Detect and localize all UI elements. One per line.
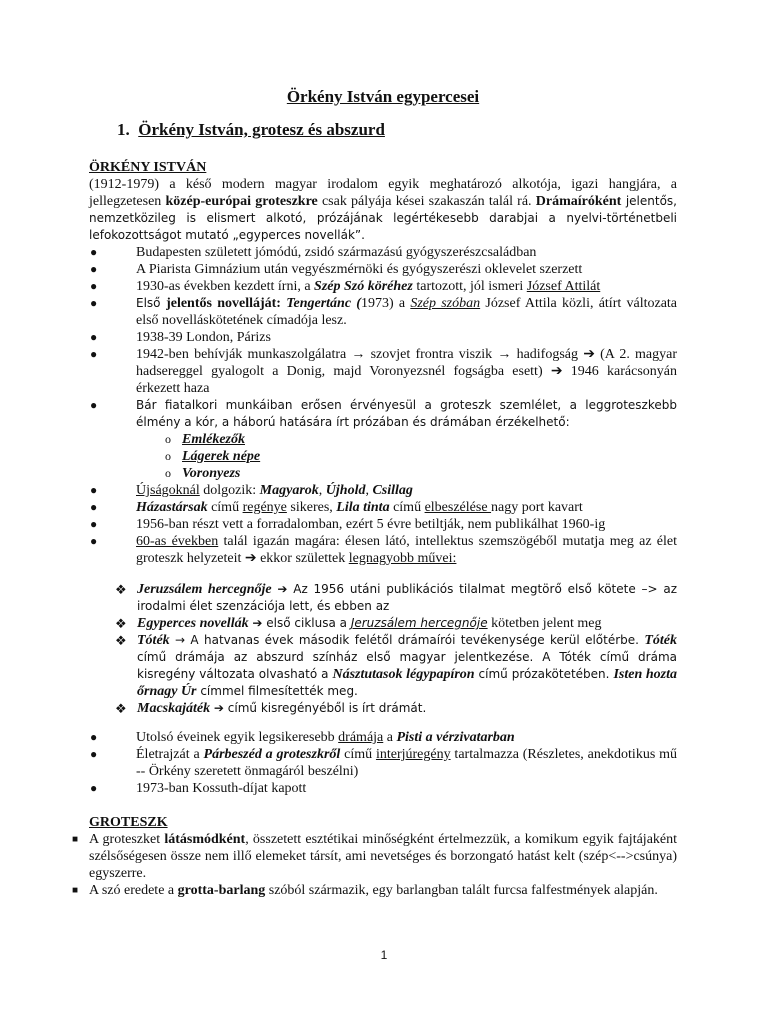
works-item-text: Jeruzsálem hercegnője [350, 616, 488, 630]
list-item [89, 278, 677, 295]
bullet-dot-icon: ● [90, 296, 98, 310]
list-item [89, 780, 677, 797]
list-item [89, 261, 677, 278]
grotesque-item-text: A szó eredete a [89, 883, 178, 898]
grotesque-item-text: grotta-barlang [177, 883, 266, 898]
grotesque-item-text: látásmódként [164, 832, 246, 847]
works-item-text: Jeruzsálem hercegnője [137, 582, 272, 597]
list-item-text: dolgozik: [199, 483, 260, 498]
works-item-text: ➔ című kisregényéből is írt drámát. [210, 701, 427, 715]
bio-intro-bold: közép-európai groteszkre [165, 194, 318, 209]
list-item [89, 346, 677, 397]
list-item-text: Bár fiatalkori munkáiban erősen érvényesül a groteszk szemlélet, a leggroteszkebb élmény a kór, a háború hatására írt prózában és drámában érzékelhető: [136, 398, 677, 429]
list-item-text: talál igazán magára: élesen látó, intellektus szemszögéből mutatja meg az élet groteszk helyzeteit ➔ ekkor születtek [136, 534, 678, 566]
list-item-text: című [207, 500, 243, 515]
grotesque-item-text: , összetett esztétikai minőségként értelmezzük, a komikum egyik fajtájaként szélsőségesen össze nem illő elemeket társít, ami nevetséges és borzongató hatást kelt (szép<-->csúnya) egyszerre. [89, 832, 678, 881]
sub-list [89, 431, 677, 482]
list-item-text: című [389, 500, 425, 515]
four-diamond-icon: ❖ [115, 701, 127, 716]
list-item-text: Tengertánc ( [286, 296, 361, 311]
list-item-text: 1973) a [360, 296, 411, 311]
works-item-text: ➔ Az 1956 utáni publikációs tilalmat megtörő első kötete –> az irodalmi élet szenzációja lett, és ebben az [137, 582, 678, 613]
document-title: Örkény István egypercesei [286, 87, 480, 106]
sub-list-item [89, 448, 677, 465]
bullet-dot-icon: ● [90, 347, 98, 361]
bio-list [89, 244, 677, 567]
bullet-circle-icon: o [165, 449, 171, 463]
list-item-text: , [318, 483, 326, 498]
works-item-text: című drámája az abszurd színház első magyar jelentkezése. A Tóték című dráma kisregény változata olvasható a [137, 650, 677, 681]
list-item-text: Újhold [325, 483, 366, 498]
list-item-text: 60-as években [136, 534, 219, 549]
bio-intro-text: csak pályája kései szakaszán talál rá. [317, 194, 536, 209]
works-item-text: Násztutasok légypapíron [332, 667, 475, 682]
list-item-text: Újságoknál [136, 483, 200, 498]
bullet-dot-icon: ● [90, 517, 98, 531]
works-item [89, 615, 677, 632]
list-item [89, 295, 677, 329]
bullet-circle-icon: o [165, 432, 171, 446]
list-item-text: 1938-39 London, Párizs [136, 330, 271, 345]
list-item-text: drámája [338, 730, 384, 745]
bullet-dot-icon: ● [90, 500, 98, 514]
bullet-dot-icon: ● [90, 781, 98, 795]
sub-list-item-text: Emlékezők [182, 432, 245, 447]
sub-list-item [89, 465, 677, 482]
list-item-text: Első [136, 296, 167, 310]
bullet-dot-icon: ● [90, 747, 98, 761]
list-item-text: Pisti a vérzivatarban [396, 730, 515, 745]
list-item-text: tartalmazza (Részletes, anekdotikus mű -- Örkény szeretett önmagáról beszélni) [136, 747, 677, 779]
four-diamond-icon: ❖ [115, 616, 127, 631]
list-item [89, 746, 677, 780]
list-item-text: tartozott, jól ismeri [412, 279, 527, 294]
section-number: 1. [117, 120, 130, 139]
works-item-text: ➔ első ciklusa a [248, 616, 351, 630]
list-item-text: , [365, 483, 373, 498]
page-number: 1 [380, 948, 388, 962]
list-item-text: nagy port kavart [491, 500, 583, 515]
four-diamond-icon: ❖ [115, 633, 127, 648]
grotesque-list [72, 831, 678, 899]
list-item-text: a [383, 730, 397, 745]
grotesque-item [72, 831, 678, 882]
works-item-text: → A hatvanas évek második felétől drámaírói tevékenysége kerül előtérbe. [169, 633, 645, 647]
list-item-text: Csillag [372, 483, 413, 498]
list-item-text: 1942-ben behívják munkaszolgálatra → szovjet frontra viszik → hadifogság ➔ (A 2. magyar hadsereggel gyalogolt a Donig, majd Voronyezsnél fogságba esett) ➔ 1946 karácsonyán érkezett haza [136, 347, 677, 396]
list-item-text: József Attilát [526, 279, 601, 294]
bullet-dot-icon: ● [90, 483, 98, 497]
list-item-text: Lila tinta [336, 500, 390, 515]
bullet-dot-icon: ● [90, 245, 98, 259]
list-item-text: 1956-ban részt vett a forradalomban, ezért 5 évre betiltják, nem publikálhat 1960-ig [136, 517, 606, 532]
list-item-text: című [340, 747, 376, 762]
section-title: Örkény István, grotesz és abszurd [138, 120, 385, 139]
works-item-text: kötetben jelent meg [487, 616, 602, 631]
grotesque-item [72, 882, 677, 899]
list-item-text: Budapesten született jómódú, zsidó származású gyógyszerészcsaládban [136, 245, 537, 260]
four-diamond-icon: ❖ [115, 582, 127, 597]
works-item-text: Egyperces novellák [137, 616, 249, 631]
bio-intro [89, 176, 677, 244]
list-item [89, 516, 677, 533]
list-item-text: 1973-ban Kossuth-díjat kapott [136, 781, 307, 796]
bullet-dot-icon: ● [90, 262, 98, 276]
bio-list-late [89, 729, 677, 797]
list-item-text: Életrajzát a [136, 747, 204, 762]
list-item [89, 329, 677, 346]
works-item-text: Tóték [644, 633, 677, 648]
list-item [89, 482, 677, 499]
grotesque-item-text: szóból származik, egy barlangban talált furcsa falfestmények alapján. [265, 883, 658, 898]
works-item-text: Macskajáték [137, 701, 211, 716]
square-bullet-icon: ■ [72, 885, 79, 896]
list-item-text: Szép szóban [410, 296, 481, 311]
list-item-text: 1930-as években kezdett írni, a [136, 279, 315, 294]
works-item-text: Tóték [137, 633, 170, 648]
list-item-text: elbeszélése [424, 500, 492, 515]
works-item-text: Isten hozta őrnagy Úr [137, 667, 677, 699]
list-item-text: József Attila közli, átírt változata első novelláskötetének címadója lesz. [136, 296, 678, 328]
bullet-circle-icon: o [165, 466, 171, 480]
list-item-text: jelentős novelláját: [166, 296, 281, 311]
list-item-text: Párbeszéd a groteszkről [203, 747, 341, 762]
grotesque-heading: GROTESZK [89, 815, 168, 830]
bullet-dot-icon: ● [90, 279, 98, 293]
list-item [89, 397, 677, 482]
square-bullet-icon: ■ [72, 834, 79, 845]
sub-list-item-text: Voronyezs [182, 466, 241, 481]
bio-intro-text: (1912-1979) a késő modern magyar irodalom egyik meghatározó alkotója, igazi hangjára, a jellegzetesen [89, 177, 677, 209]
bio-heading: ÖRKÉNY ISTVÁN [89, 160, 207, 175]
sub-list-item [89, 431, 677, 448]
list-item-text: sikeres, [286, 500, 337, 515]
list-item-text: legnagyobb művei: [348, 551, 457, 566]
bio-intro-bold: Drámaíróként [535, 194, 622, 209]
list-item-text: Magyarok [259, 483, 319, 498]
grotesque-item-text: A groteszket [89, 832, 165, 847]
list-item-text: regénye [242, 500, 287, 515]
bullet-dot-icon: ● [90, 730, 98, 744]
document-body [72, 159, 678, 899]
list-item-text: A Piarista Gimnázium után vegyészmérnöki és gyógyszerészi oklevelet szerzett [136, 262, 583, 277]
bullet-dot-icon: ● [90, 534, 98, 548]
works-item [89, 581, 677, 615]
bullet-dot-icon: ● [90, 330, 98, 344]
bullet-dot-icon: ● [90, 398, 98, 412]
bio-intro-text: jelentős, nemzetközileg is elismert alkotó, prózájának legértékesebb darabjai a nyelvi-történetbeli lefokozottságot mutató „egyperces novellák”. [89, 194, 677, 242]
works-list [89, 581, 677, 717]
works-item [89, 700, 677, 717]
sub-list-item-text: Lágerek népe [182, 449, 261, 464]
list-item [89, 244, 677, 261]
list-item-text: interjúregény [375, 747, 451, 762]
list-item [89, 533, 677, 567]
works-item-text: címmel filmesítették meg. [196, 684, 358, 698]
list-item-text: Utolsó éveinek egyik legsikeresebb [136, 730, 339, 745]
section-heading [117, 121, 385, 138]
list-item-text: Szép Szó köréhez [314, 279, 413, 294]
list-item [89, 499, 677, 516]
works-item [89, 632, 677, 700]
list-item-text: Házastársak [136, 500, 208, 515]
works-item-text: című prózakötetében. [474, 667, 614, 681]
list-item [89, 729, 677, 746]
